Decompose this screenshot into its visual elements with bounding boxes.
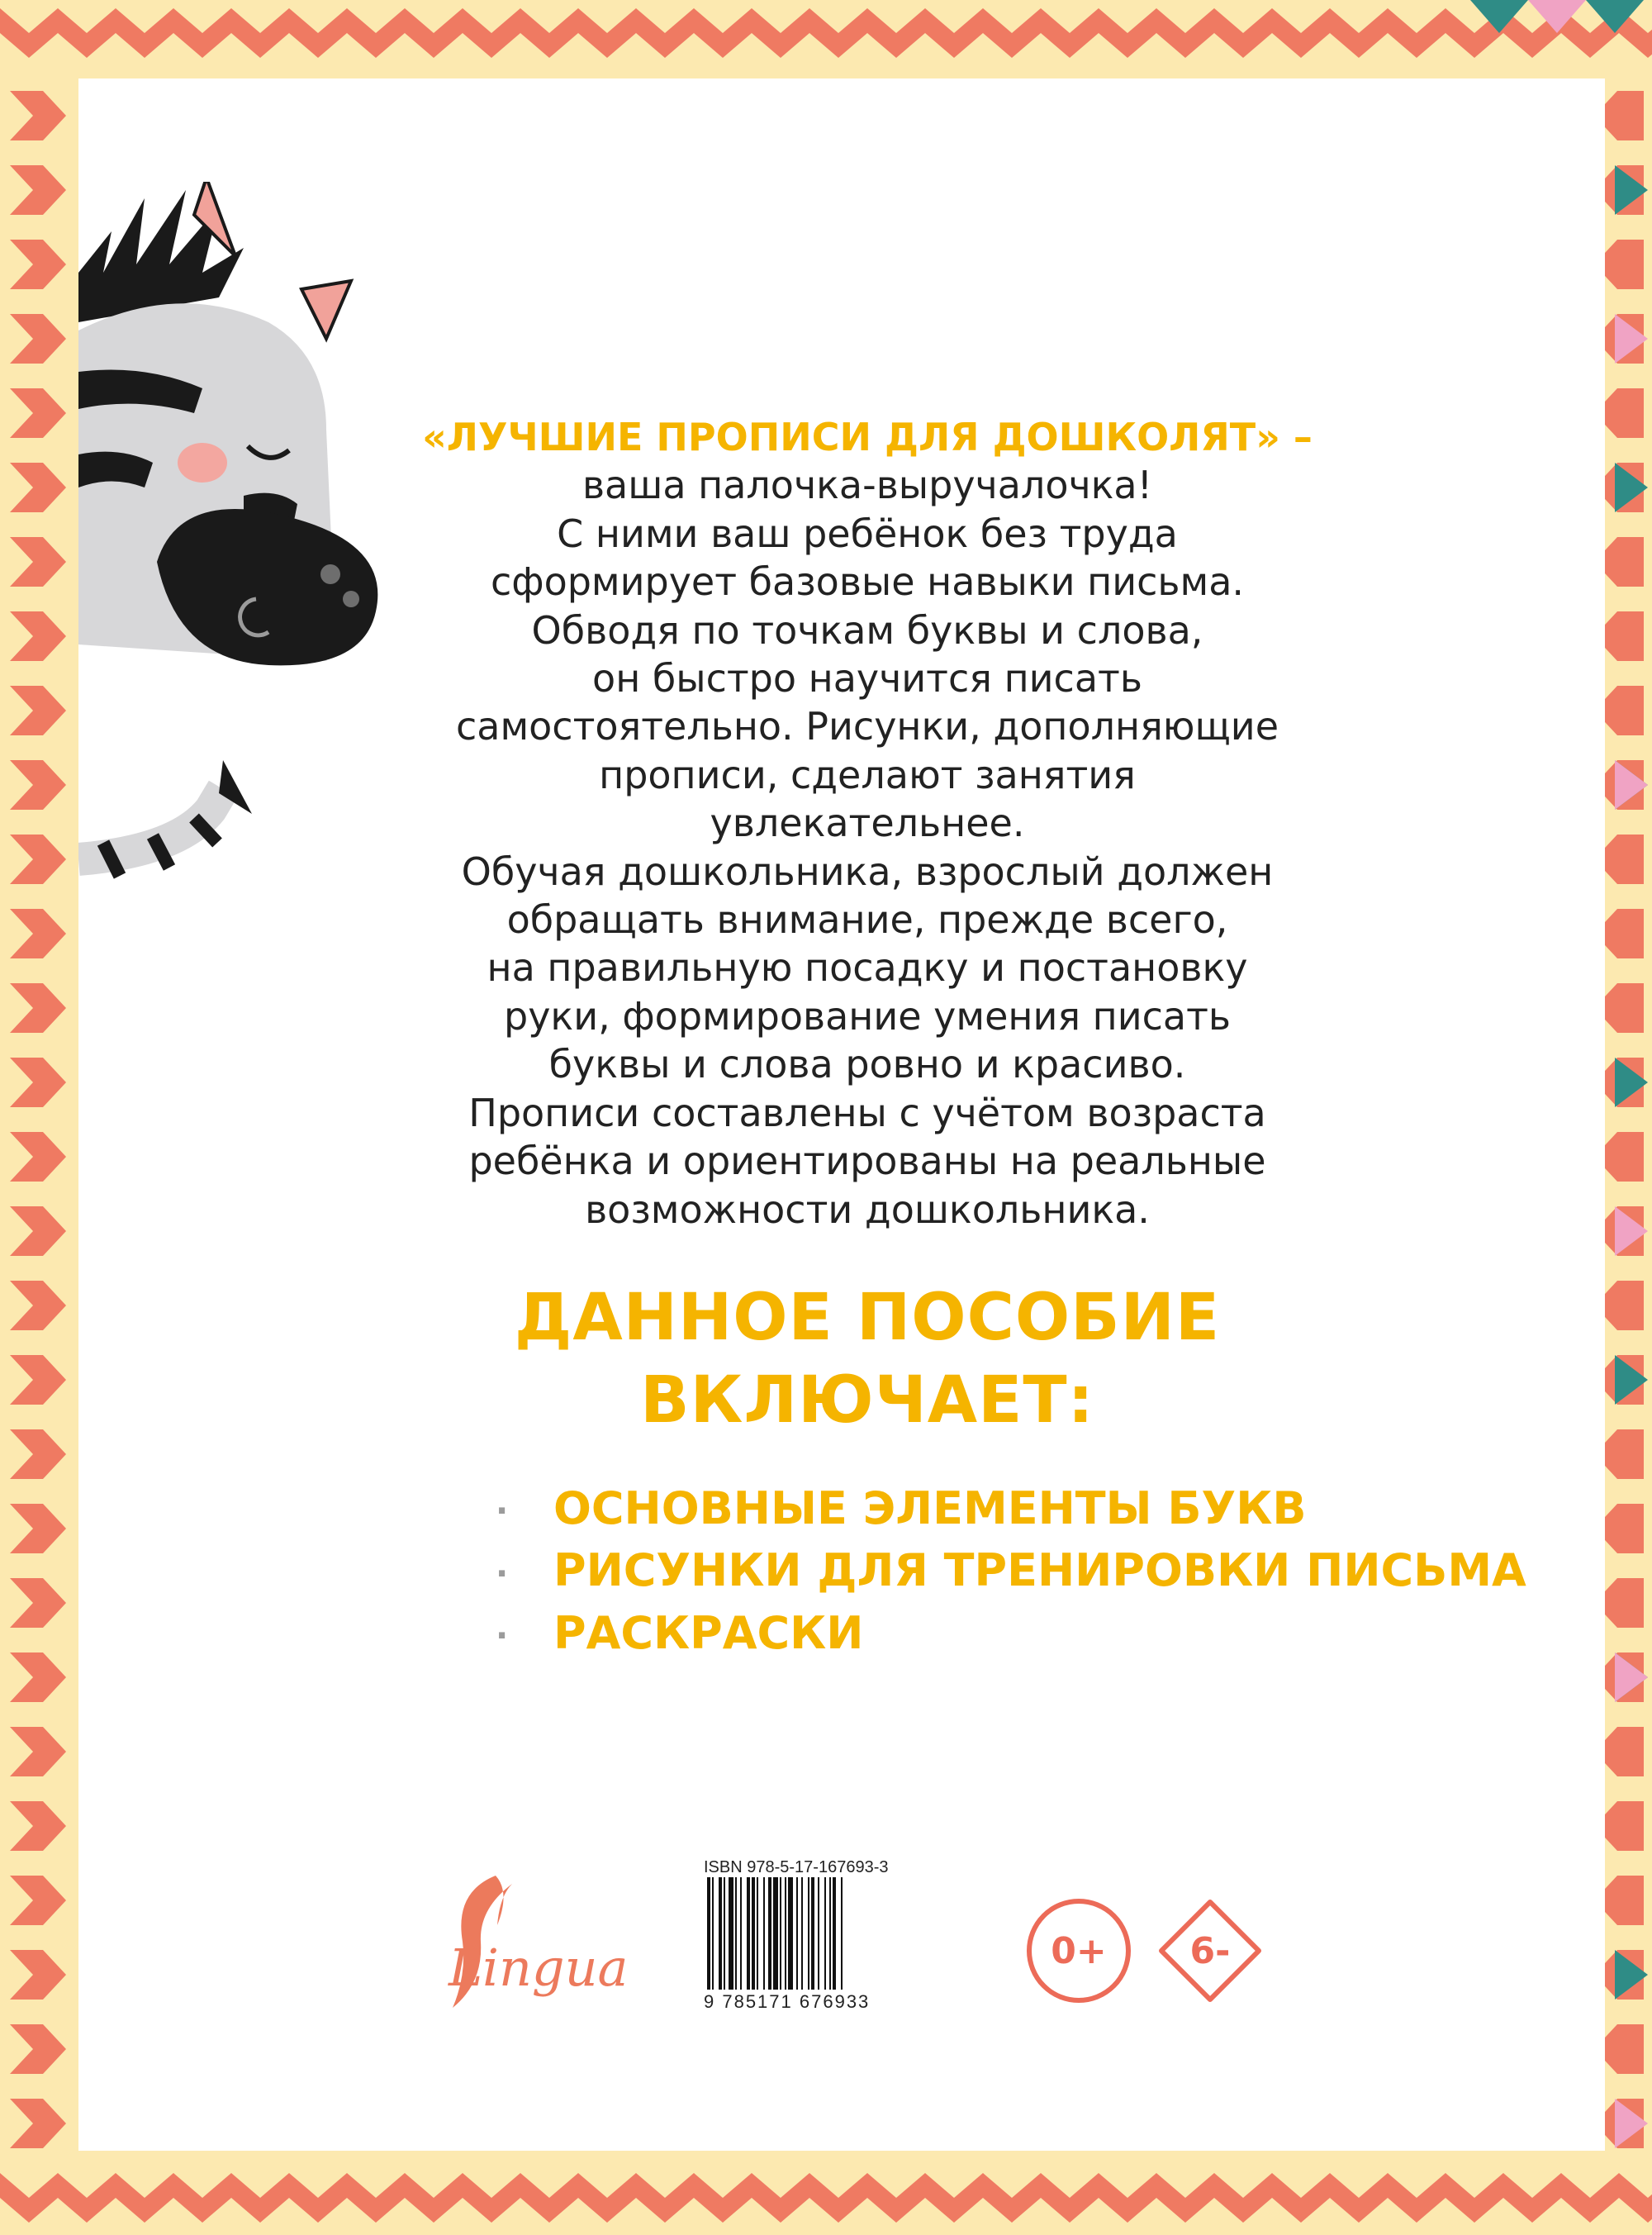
barcode-bar <box>785 1877 786 1990</box>
border-chevron <box>10 1727 66 1776</box>
border-chevron <box>10 686 66 735</box>
description-line: прописи, сделают занятия <box>599 752 1136 797</box>
border-chevron <box>1388 2173 1446 2223</box>
border-chevron <box>10 760 66 810</box>
border-chevron <box>347 2173 405 2223</box>
border-chevron <box>636 2173 694 2223</box>
barcode-bar <box>768 1877 771 1990</box>
barcode-bar <box>763 1877 765 1990</box>
barcode-bar <box>724 1877 725 1990</box>
list-item <box>496 1479 1526 1541</box>
description-line: он быстро научится писать <box>592 656 1142 701</box>
border-chevron <box>925 8 983 58</box>
border-chevron <box>405 8 463 58</box>
description-line: Обучая дошкольника, взрослый должен <box>461 849 1274 894</box>
border-chevron <box>10 165 66 215</box>
barcode-bar <box>719 1877 722 1990</box>
barcode-bar <box>729 1877 733 1990</box>
barcode-bar <box>773 1877 778 1990</box>
border-chevron <box>520 2173 578 2223</box>
barcode-bar <box>752 1877 755 1990</box>
border-chevron <box>10 314 66 364</box>
barcode <box>704 1877 915 1993</box>
border-chevron <box>10 1206 66 1256</box>
border-chevron <box>10 1058 66 1107</box>
border-chevron <box>10 2099 66 2148</box>
barcode-bar <box>712 1877 714 1990</box>
border-chevron <box>10 1429 66 1479</box>
border-chevron <box>520 8 578 58</box>
border-chevron <box>173 2173 231 2223</box>
barcode-bar <box>824 1877 826 1990</box>
bullet-icon: · <box>496 1617 509 1656</box>
border-chevron <box>463 8 520 58</box>
border-chevron <box>1214 8 1272 58</box>
border-chevron <box>10 2024 66 2074</box>
border-chevron <box>116 8 173 58</box>
border-chevron <box>463 2173 520 2223</box>
border-chevron <box>752 8 809 58</box>
contents-heading-line: ДАННОЕ ПОСОБИЕ <box>514 1281 1221 1355</box>
border-chevron <box>10 611 66 661</box>
border-chevron <box>10 91 66 140</box>
contents-heading-line: ВКЛЮЧАЕТ: <box>640 1363 1094 1438</box>
border-chevron <box>809 8 867 58</box>
list-item-label: РАСКРАСКИ <box>553 1606 864 1659</box>
age-rating-circle <box>1027 1899 1131 2003</box>
barcode-bar <box>707 1877 710 1990</box>
border-chevron <box>58 2173 116 2223</box>
border-chevron <box>10 1578 66 1628</box>
border-chevron <box>636 8 694 58</box>
list-item <box>496 1604 1526 1666</box>
border-chevron <box>1272 2173 1330 2223</box>
border-chevron <box>867 2173 925 2223</box>
border-chevron <box>10 835 66 884</box>
border-chevron <box>10 1801 66 1851</box>
border-chevron <box>1388 8 1446 58</box>
barcode-bar <box>808 1877 809 1990</box>
border-chevron <box>1330 8 1388 58</box>
border-chevron <box>58 8 116 58</box>
border-chevron <box>1099 2173 1156 2223</box>
border-chevron <box>10 1132 66 1182</box>
border-chevron <box>578 8 636 58</box>
features-list <box>496 1479 1526 1666</box>
border-chevron <box>10 240 66 289</box>
border-chevron <box>10 1504 66 1553</box>
list-item-label: РИСУНКИ ДЛЯ ТРЕНИРОВКИ ПИСЬМА <box>553 1544 1526 1597</box>
border-chevron <box>752 2173 809 2223</box>
description-line: Прописи составлены с учётом возраста <box>468 1090 1266 1135</box>
contents-heading <box>380 1277 1355 1442</box>
barcode-bar <box>811 1877 814 1990</box>
description-line: руки, формирование умения писать <box>504 993 1231 1039</box>
border-chevron <box>1561 2173 1619 2223</box>
description-line: обращать внимание, прежде всего, <box>506 897 1228 943</box>
description-line: на правильную посадку и постановку <box>487 945 1248 991</box>
publisher-logo-text: Lingua <box>449 1938 629 1998</box>
border-chevron <box>10 1950 66 2000</box>
zebra-illustration <box>78 182 392 892</box>
border-chevron <box>1041 8 1099 58</box>
border-chevron <box>1619 2173 1652 2223</box>
border-chevron <box>1156 8 1214 58</box>
isbn-label: ISBN 978-5-17-167693-3 <box>704 1858 889 1876</box>
border-chevron <box>347 8 405 58</box>
border-chevron <box>10 909 66 958</box>
border-chevron <box>10 388 66 438</box>
description-text <box>380 413 1355 1234</box>
border-chevron <box>289 2173 347 2223</box>
barcode-bar <box>833 1877 836 1990</box>
border-chevron <box>1446 2173 1503 2223</box>
border-chevron <box>983 2173 1041 2223</box>
border-chevron <box>10 1281 66 1330</box>
border-chevron <box>1099 8 1156 58</box>
bullet-icon: · <box>496 1492 509 1531</box>
border-chevron <box>867 8 925 58</box>
barcode-bar <box>740 1877 742 1990</box>
description-line: Обводя по точкам буквы и слова, <box>531 607 1203 653</box>
border-chevron <box>405 2173 463 2223</box>
border-chevron <box>1330 2173 1388 2223</box>
border-chevron <box>10 463 66 512</box>
barcode-bar <box>841 1877 843 1990</box>
description-line: ребёнка и ориентированы на реальные <box>468 1139 1266 1184</box>
border-chevron <box>1041 2173 1099 2223</box>
border-chevron <box>10 1652 66 1702</box>
border-chevron <box>1156 2173 1214 2223</box>
bullet-icon: · <box>496 1554 509 1593</box>
border-chevron <box>0 2173 58 2223</box>
barcode-bar <box>780 1877 781 1990</box>
border-chevron <box>10 1355 66 1405</box>
border-chevron <box>0 8 58 58</box>
description-line: самостоятельно. Рисунки, дополняющие <box>455 704 1279 749</box>
barcode-bar <box>757 1877 758 1990</box>
border-chevron <box>694 8 752 58</box>
border-chevron <box>1503 2173 1561 2223</box>
description-lead: «ЛУЧШИЕ ПРОПИСИ ДЛЯ ДОШКОЛЯТ» – <box>422 415 1313 459</box>
barcode-bar <box>818 1877 819 1990</box>
description-line: С ними ваш ребёнок без труда <box>557 511 1178 556</box>
ean-number: 9 785171 676933 <box>704 1991 871 2012</box>
description-line: возможности дошкольника. <box>585 1186 1150 1232</box>
border-chevron <box>983 8 1041 58</box>
age-rating-diamond-label: 6- <box>1189 1929 1231 1972</box>
description-line: сформирует базовые навыки письма. <box>490 559 1245 605</box>
border-chevron <box>578 2173 636 2223</box>
border-chevron <box>173 8 231 58</box>
border-chevron <box>1272 8 1330 58</box>
border-chevron <box>1214 2173 1272 2223</box>
list-item <box>496 1541 1526 1603</box>
description-line: ваша палочка-выручалочка! <box>582 463 1153 508</box>
border-chevron <box>10 1876 66 1925</box>
list-item-label: ОСНОВНЫЕ ЭЛЕМЕНТЫ БУКВ <box>553 1482 1307 1534</box>
age-rating-circle-label: 0+ <box>1051 1929 1107 1972</box>
border-chevron <box>809 2173 867 2223</box>
barcode-bar <box>801 1877 803 1990</box>
border-chevron <box>231 2173 289 2223</box>
barcode-bar <box>829 1877 831 1990</box>
description-line: увлекательнее. <box>710 801 1025 846</box>
age-rating-diamond <box>1158 1899 1262 2003</box>
border-chevron <box>289 8 347 58</box>
barcode-bar <box>796 1877 798 1990</box>
border-chevron <box>694 2173 752 2223</box>
barcode-bar <box>788 1877 793 1990</box>
border-chevron <box>10 537 66 587</box>
border-chevron <box>10 983 66 1033</box>
description-line: буквы и слова ровно и красиво. <box>548 1042 1186 1087</box>
border-chevron <box>925 2173 983 2223</box>
barcode-bar <box>735 1877 737 1990</box>
border-chevron <box>116 2173 173 2223</box>
border-chevron <box>231 8 289 58</box>
barcode-bar <box>747 1877 750 1990</box>
